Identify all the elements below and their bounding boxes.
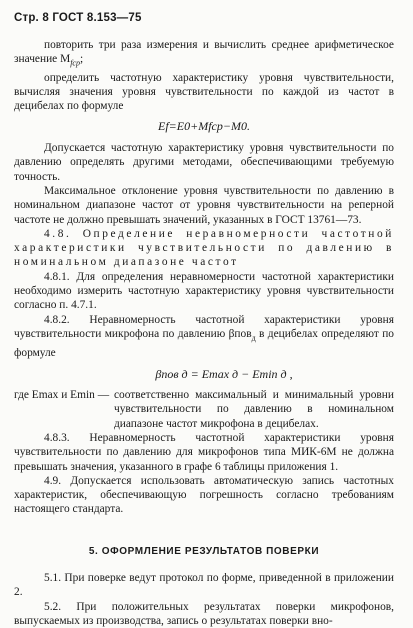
paragraph-4-9: 4.9. Допускается использовать автоматическую запись частотных характеристик, обеспечивающую погрешность согласно требованиям настоящего стандарта. bbox=[14, 474, 394, 516]
formula-ef: Ef=E0+Mfср−M0. bbox=[158, 118, 250, 133]
paragraph-determine-characteristic: определить частотную характеристику уровня чувствительности, вычисляя значения уровня чувствительности по каждой из частот в децибелах по формуле bbox=[14, 71, 394, 113]
paragraph-4-8-2 bbox=[14, 313, 394, 360]
text-482-end: в децибелах определяют по формуле bbox=[14, 327, 394, 359]
document-body bbox=[14, 38, 394, 628]
text-482: 4.8.2. Неравномерность частотной характеристики уровня чувствительности микрофона по давлению βпов bbox=[14, 313, 394, 340]
text-l1: повторить три раза измерения и вычислить среднее арифметическое значение M bbox=[14, 39, 394, 66]
paragraph-5-2: 5.2. При положительных результатах поверки микрофонов, выпускаемых из производства, запись о результатах поверки вно- bbox=[14, 600, 394, 627]
paragraph-5-1: 5.1. При поверке ведут протокол по форме, приведенной в приложении 2. bbox=[14, 572, 394, 599]
formula-beta: βпов д = Emax д − Emin д , bbox=[155, 366, 293, 381]
legend-description: соответственно максимальный и минимальный уровни чувствительности по давлению в номинальном диапазоне частот микрофона в децибелах. bbox=[114, 389, 394, 430]
paragraph-4-8-1: 4.8.1. Для определения неравномерности частотной характеристики необходимо измерить частотную характеристику уровня чувствительности согласно п. 4.7.1. bbox=[14, 270, 394, 312]
paragraph-max-deviation: Максимальное отклонение уровня чувствительности по давлению в номинальном диапазоне частот от уровня чувствительности на реперной частоте не должно превышать значений, указанных в ГОСТ 13761—73. bbox=[14, 184, 394, 226]
subscript-fcp: fср bbox=[70, 58, 80, 68]
paragraph-mean-value bbox=[14, 38, 394, 71]
formula-legend bbox=[14, 388, 394, 431]
section-5-heading: 5. ОФОРМЛЕНИЕ РЕЗУЛЬТАТОВ ПОВЕРКИ bbox=[88, 545, 320, 557]
paragraph-4-8-3: 4.8.3. Неравномерность частотной характеристики уровня чувствительности по давлению для микрофонов типа МИК-6М не должна превышать значения, указанного в графе 6 таблицы приложения 1. bbox=[14, 431, 394, 473]
heading-4-8: 4.8. Определение неравномерности частотной характеристики чувствительности по давлению в номинальном диапазоне частот bbox=[14, 227, 394, 269]
text-l1-end: ; bbox=[79, 53, 84, 66]
legend-symbols: где Emax и Emin — bbox=[14, 389, 110, 402]
subscript-d: д bbox=[251, 333, 256, 343]
paragraph-allowed-methods: Допускается частотную характеристику уровня чувствительности по давлению определять другими методами, обеспечивающими требуемую точность. bbox=[14, 142, 394, 183]
page-header: Стр. 8 ГОСТ 8.153—75 bbox=[14, 12, 142, 24]
